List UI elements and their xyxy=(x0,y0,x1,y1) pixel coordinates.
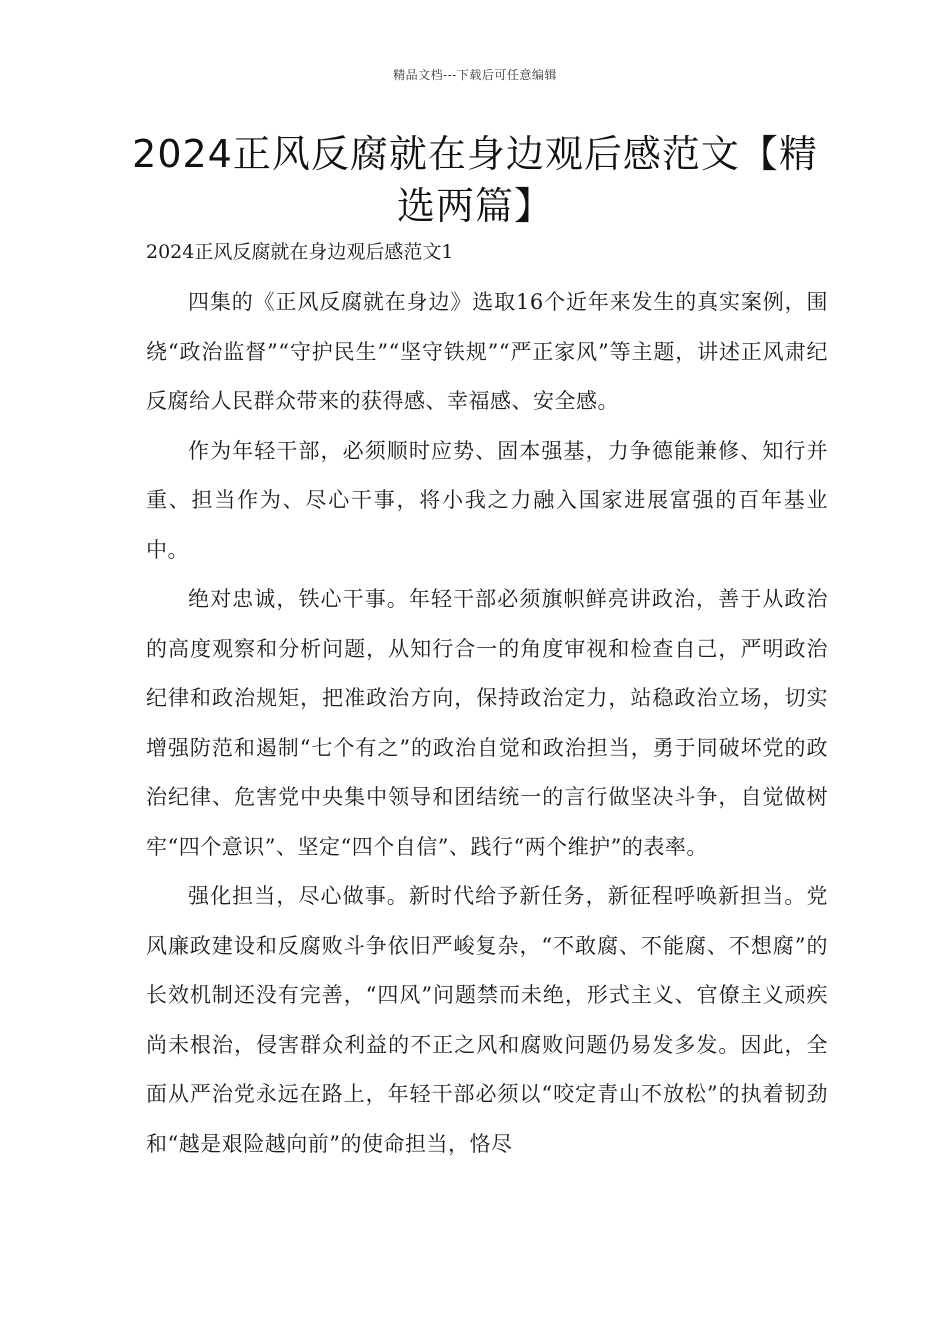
paragraph-4: 强化担当，尽心做事。新时代给予新任务，新征程呼唤新担当。党风廉政建设和反腐败斗争依旧严峻复杂，“不敢腐、不能腐、不想腐”的长效机制还没有完善，“四风”问题禁而未绝，形式主义、官僚主义顽疾尚未根治，侵害群众利益的不正之风和腐败问题仍易发多发。因此，全面从严治党永远在路上，年轻干部必须以“咬定青山不放松”的执着韧劲和“越是艰险越向前”的使命担当，恪尽 xyxy=(146,884,828,1156)
document-title: 2024正风反腐就在身边观后感范文【精选两篇】 xyxy=(132,132,818,228)
document-body xyxy=(146,226,828,1169)
paragraph-1: 四集的《正风反腐就在身边》选取16个近年来发生的真实案例，围绕“政治监督”“守护民生”“坚守铁规”“严正家风”等主题，讲述正风肃纪反腐给人民群众带来的获得感、幸福感、安全感。 xyxy=(146,290,828,413)
paragraph-3: 绝对忠诚，铁心干事。年轻干部必须旗帜鲜亮讲政治，善于从政治的高度观察和分析问题，从知行合一的角度审视和检查自己，严明政治纪律和政治规矩，把准政治方向，保持政治定力，站稳政治立场，切实增强防范和遏制“七个有之”的政治自觉和政治担当，勇于同破坏党的政治纪律、危害党中央集中领导和团结统一的言行做坚决斗争，自觉做树牢“四个意识”、坚定“四个自信”、践行“两个维护”的表率。 xyxy=(146,587,828,859)
section-subtitle: 2024正风反腐就在身边观后感范文1 xyxy=(146,241,454,263)
paragraph-2: 作为年轻干部，必须顺时应势、固本强基，力争德能兼修、知行并重、担当作为、尽心干事，将小我之力融入国家进展富强的百年基业中。 xyxy=(146,438,828,562)
header-note: 精品文档---下载后可任意编辑 xyxy=(393,68,557,82)
